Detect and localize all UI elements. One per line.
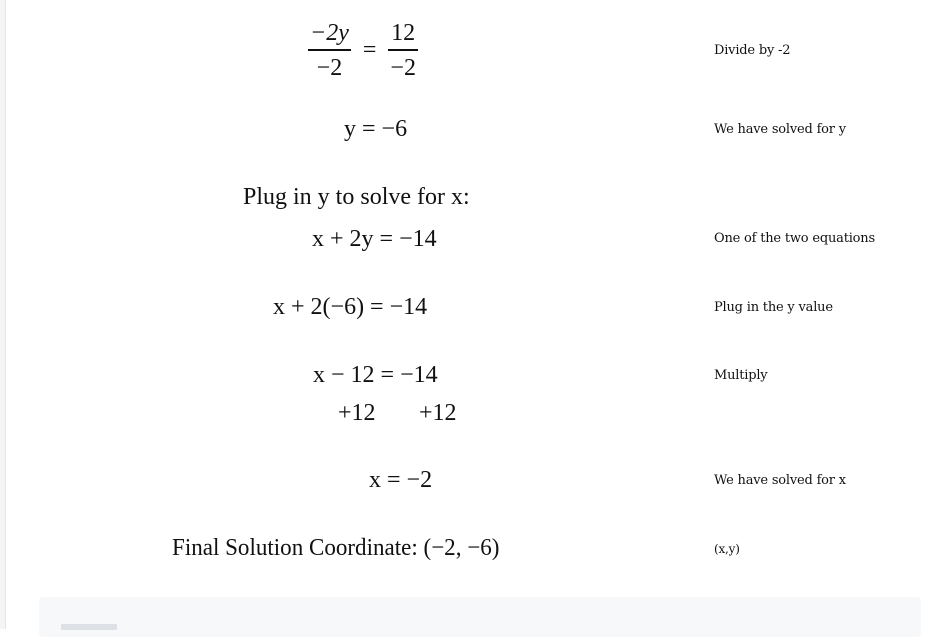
lhs-numerator: −2y bbox=[310, 20, 349, 46]
math-add-right: +12 bbox=[419, 400, 457, 426]
note-plug-y: Plug in the y value bbox=[714, 300, 833, 315]
rhs-denominator: −2 bbox=[390, 54, 416, 81]
section-heading: Plug in y to solve for x: bbox=[243, 184, 470, 210]
note-final: (x,y) bbox=[714, 542, 740, 556]
note-solved-x: We have solved for x bbox=[714, 473, 846, 488]
final-value: (−2, −6) bbox=[423, 535, 500, 561]
cut-off-text bbox=[61, 624, 117, 630]
math-multiply: x − 12 = −14 bbox=[313, 362, 438, 388]
rhs-numerator: 12 bbox=[391, 20, 416, 46]
fraction-lhs bbox=[308, 20, 351, 82]
note-multiply: Multiply bbox=[714, 368, 768, 383]
math-solved-x: x = −2 bbox=[369, 467, 433, 493]
note-solved-y: We have solved for y bbox=[714, 122, 846, 137]
final-solution bbox=[172, 535, 499, 562]
left-border bbox=[0, 0, 6, 629]
note-equation-one: One of the two equations bbox=[714, 231, 875, 246]
math-divide-step bbox=[308, 20, 418, 82]
final-label: Final Solution Coordinate: bbox=[172, 535, 418, 561]
math-solved-y: y = −6 bbox=[344, 116, 408, 142]
math-plug-y: x + 2(−6) = −14 bbox=[273, 294, 428, 320]
note-divide: Divide by -2 bbox=[714, 43, 791, 58]
lhs-denominator: −2 bbox=[316, 54, 343, 81]
fraction-rhs bbox=[388, 20, 418, 82]
math-add-left: +12 bbox=[338, 400, 376, 426]
equals-sign: = bbox=[362, 37, 377, 64]
math-equation-one: x + 2y = −14 bbox=[312, 226, 437, 252]
bottom-panel bbox=[39, 597, 921, 637]
